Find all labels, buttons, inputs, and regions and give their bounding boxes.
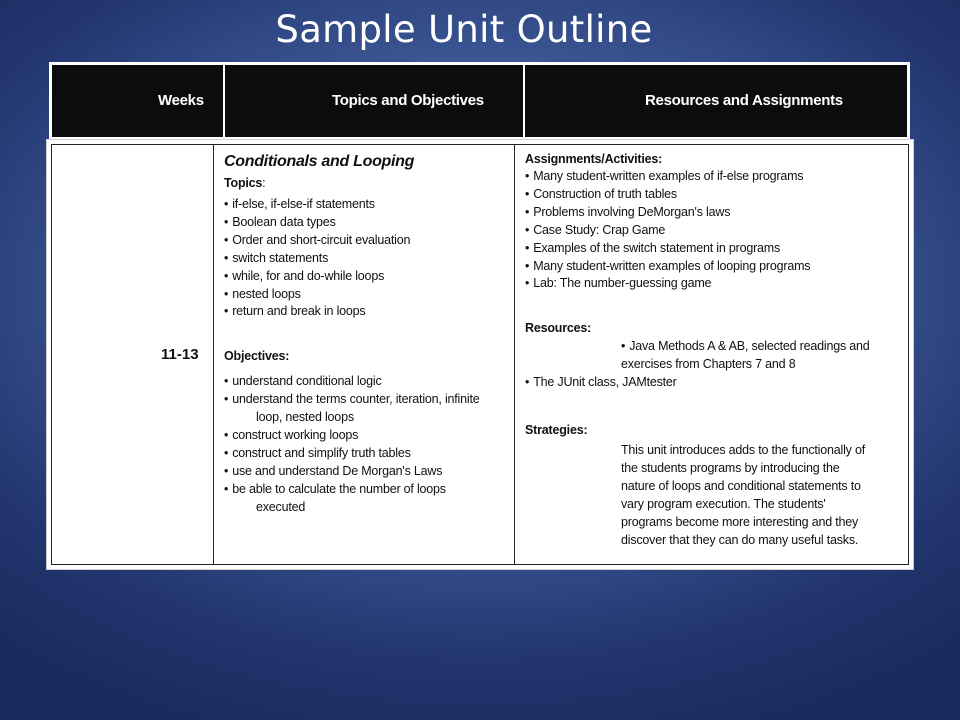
resource-item: • Java Methods A & AB, selected readings and — [525, 338, 908, 356]
topic-item: • if-else, if-else-if statements — [224, 196, 514, 214]
header-resources-label: Resources and Assignments — [645, 92, 843, 109]
resources-cell — [514, 145, 908, 564]
assignment-item: • Case Study: Crap Game — [525, 222, 908, 240]
resource-item-text: exercises from Chapters 7 and 8 — [621, 357, 796, 372]
objective-item: • construct working loops — [224, 427, 514, 445]
table-header-row — [52, 65, 907, 137]
resources-label: Resources: — [525, 321, 592, 336]
topic-item: • while, for and do-while loops — [224, 268, 514, 286]
objective-item: • understand conditional logic — [224, 373, 514, 391]
objective-item: • construct and simplify truth tables — [224, 445, 514, 463]
topics-heading — [224, 174, 514, 192]
assignment-item: • Construction of truth tables — [525, 186, 908, 204]
strategies-text — [525, 442, 908, 549]
strategies-line: the students programs by introducing the — [621, 460, 840, 475]
objective-item-continuation: loop, nested loops — [256, 410, 354, 425]
objective-item: • understand the terms counter, iteration, infinite — [224, 391, 514, 409]
topics-colon: : — [262, 176, 266, 190]
objective-item-continuation: executed — [256, 499, 306, 514]
resources-list — [525, 338, 908, 392]
topic-item: • Boolean data types — [224, 214, 514, 232]
objectives-label: Objectives: — [224, 349, 290, 364]
strategies-line: nature of loops and conditional statements to — [621, 478, 861, 493]
assignments-label: Assignments/Activities: — [525, 152, 663, 166]
header-topics-label: Topics and Objectives — [332, 92, 484, 109]
topic-item: • nested loops — [224, 286, 514, 304]
section-title: Conditionals and Looping — [224, 153, 415, 170]
strategies-line: discover that they can do many useful tasks. — [621, 532, 859, 547]
strategies-line: This unit introduces adds to the functionally of — [621, 443, 866, 458]
strategies-label: Strategies: — [525, 423, 588, 438]
topics-label: Topics — [224, 176, 263, 190]
objective-item: • use and understand De Morgan's Laws — [224, 463, 514, 481]
header-cell-topics — [225, 65, 523, 137]
topics-cell — [213, 145, 514, 564]
header-cell-weeks — [52, 65, 223, 137]
resource-item-continuation — [525, 356, 908, 374]
weeks-cell — [52, 145, 213, 564]
resource-item: • The JUnit class, JAMtester — [525, 374, 908, 392]
assignment-item: • Lab: The number-guessing game — [525, 275, 908, 293]
assignment-item: • Problems involving DeMorgan's laws — [525, 204, 908, 222]
topics-list — [224, 196, 514, 321]
topic-item: • return and break in loops — [224, 303, 514, 321]
strategies-line: vary program execution. The students' — [621, 496, 826, 511]
table-header — [49, 62, 910, 140]
table-body — [46, 139, 914, 570]
header-weeks-label: Weeks — [158, 92, 204, 109]
assignment-item: • Examples of the switch statement in programs — [525, 240, 908, 258]
weeks-value: 11-13 — [161, 346, 199, 363]
objective-item: • be able to calculate the number of loops — [224, 481, 514, 499]
topic-item: • switch statements — [224, 250, 514, 268]
slide-title: Sample Unit Outline — [275, 8, 653, 51]
table-row — [51, 144, 909, 565]
assignment-item: • Many student-written examples of looping programs — [525, 258, 908, 276]
topic-item: • Order and short-circuit evaluation — [224, 232, 514, 250]
assignment-item: • Many student-written examples of if-else programs — [525, 168, 908, 186]
header-cell-resources — [525, 65, 907, 137]
objectives-list — [224, 373, 514, 516]
assignments-list — [525, 168, 908, 293]
strategies-line: programs become more interesting and they — [621, 514, 859, 529]
